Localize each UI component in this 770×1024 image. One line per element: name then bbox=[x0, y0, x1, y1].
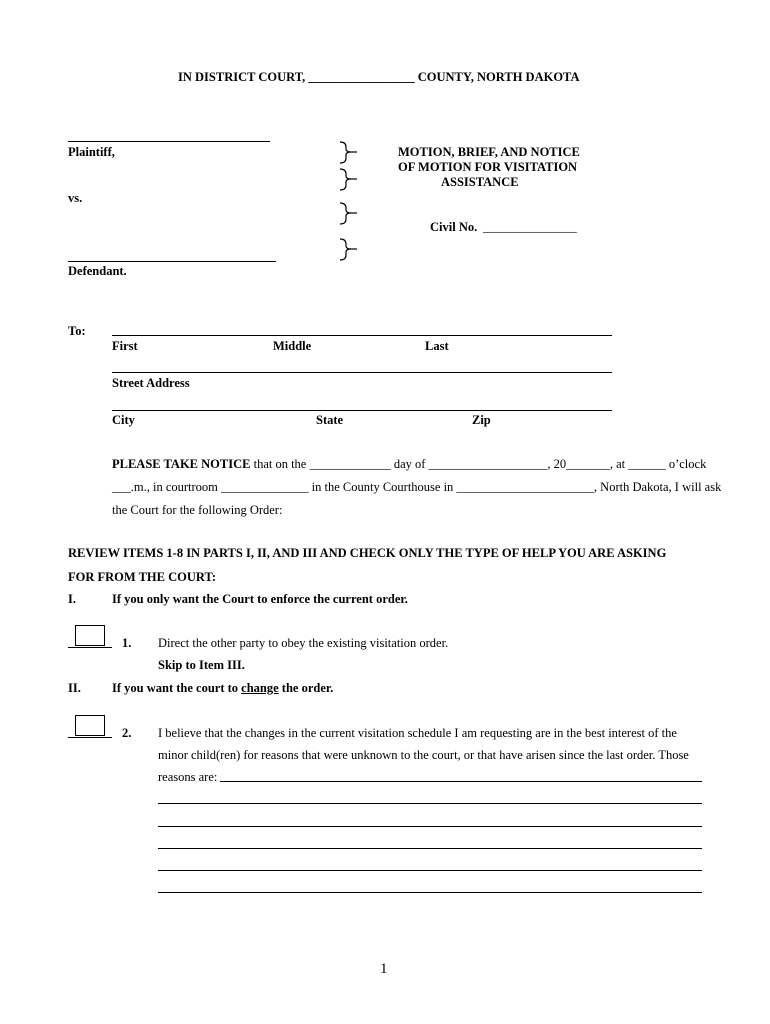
motion-title-line1: MOTION, BRIEF, AND NOTICE bbox=[398, 145, 580, 159]
part-ii-numeral: II. bbox=[68, 681, 81, 695]
notice-line-1-rest: that on the _____________ day of ___________________, 20_______, at ______ o’clock bbox=[250, 457, 707, 471]
item-1-text: Direct the other party to obey the existing visitation order. bbox=[158, 636, 449, 650]
instructions-line-1: REVIEW ITEMS 1-8 IN PARTS I, II, AND III AND CHECK ONLY THE TYPE OF HELP YOU ARE ASKING bbox=[68, 546, 667, 560]
vs-label: vs. bbox=[68, 191, 83, 205]
part-ii-heading-post: the order. bbox=[278, 681, 334, 695]
notice-line-2: ___.m., in courtroom ______________ in the County Courthouse in ______________________, North Dakota, I will ask bbox=[112, 480, 722, 494]
item-2-text-line-1: I believe that the changes in the current visitation schedule I am requesting are in the best interest of the bbox=[158, 726, 677, 740]
reasons-line[interactable] bbox=[158, 870, 702, 871]
item-1-skip-note: Skip to Item III. bbox=[158, 658, 245, 672]
civil-no-field[interactable]: _______________ bbox=[483, 220, 577, 234]
first-name-label: First bbox=[112, 339, 138, 353]
city-label: City bbox=[112, 413, 135, 427]
please-take-notice-text: PLEASE TAKE NOTICE bbox=[112, 457, 251, 471]
part-ii-heading bbox=[112, 681, 333, 696]
street-address-line[interactable] bbox=[112, 372, 612, 373]
defendant-signature-line bbox=[68, 261, 276, 262]
notice-line-1 bbox=[112, 457, 706, 472]
item-1-checkbox-underline bbox=[68, 647, 112, 648]
notice-line-3: the Court for the following Order: bbox=[112, 503, 283, 517]
civil-no-label: Civil No. bbox=[430, 220, 478, 234]
name-line[interactable] bbox=[112, 335, 612, 336]
item-2-number: 2. bbox=[122, 726, 132, 740]
part-ii-heading-pre: If you want the court to bbox=[112, 681, 242, 695]
part-ii-heading-change: change bbox=[241, 681, 279, 695]
last-name-label: Last bbox=[425, 339, 449, 353]
motion-title-line3: ASSISTANCE bbox=[441, 175, 519, 189]
court-heading: IN DISTRICT COURT, _________________ COUNTY, NORTH DAKOTA bbox=[178, 70, 580, 84]
item-1-number: 1. bbox=[122, 636, 132, 650]
instructions-line-2: FOR FROM THE COURT: bbox=[68, 570, 217, 584]
plaintiff-label: Plaintiff, bbox=[68, 145, 115, 159]
reasons-line[interactable] bbox=[158, 803, 702, 804]
reasons-line[interactable] bbox=[158, 826, 702, 827]
plaintiff-signature-line bbox=[68, 141, 270, 142]
city-state-zip-line[interactable] bbox=[112, 410, 612, 411]
motion-title-line2: OF MOTION FOR VISITATION bbox=[398, 160, 578, 174]
reasons-line[interactable] bbox=[158, 892, 702, 893]
page-number: 1 bbox=[380, 961, 388, 977]
part-i-heading: If you only want the Court to enforce the current order. bbox=[112, 592, 408, 606]
defendant-label: Defendant. bbox=[68, 264, 127, 278]
item-2-checkbox[interactable] bbox=[75, 715, 105, 736]
street-address-label: Street Address bbox=[112, 376, 190, 390]
part-i-numeral: I. bbox=[68, 592, 76, 606]
to-label: To: bbox=[68, 324, 86, 338]
item-2-text-line-2: minor child(ren) for reasons that were unknown to the court, or that have arisen since the last order. Those bbox=[158, 748, 689, 762]
zip-label: Zip bbox=[472, 413, 491, 427]
item-1-checkbox[interactable] bbox=[75, 625, 105, 646]
item-2-reasons-label: reasons are: bbox=[158, 770, 218, 784]
middle-name-label: Middle bbox=[273, 339, 312, 353]
reasons-line[interactable] bbox=[220, 781, 702, 782]
item-2-checkbox-underline bbox=[68, 737, 112, 738]
state-label: State bbox=[316, 413, 344, 427]
caption-braces bbox=[338, 141, 362, 266]
reasons-line[interactable] bbox=[158, 848, 702, 849]
